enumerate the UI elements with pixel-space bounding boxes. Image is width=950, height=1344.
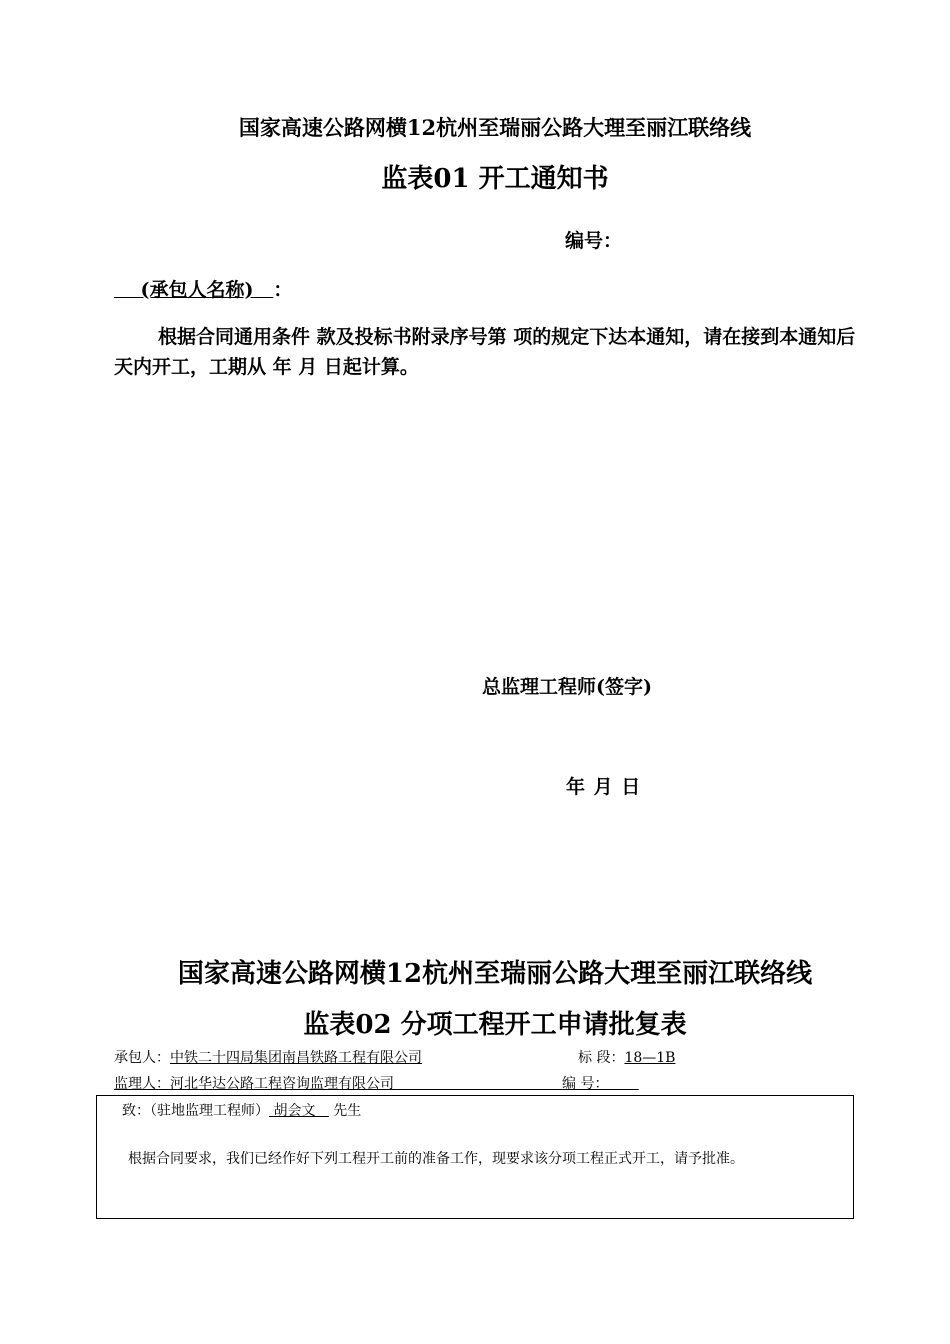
form1-number-label: 编号： <box>565 230 623 252</box>
contractor-label: 承包人： <box>114 1050 170 1066</box>
form1-contractor-line <box>114 275 292 302</box>
form2-number <box>562 1073 631 1093</box>
form1-title: 监表01 开工通知书 <box>381 164 609 194</box>
supervisor-row <box>114 1073 639 1093</box>
addressee-name: 胡会文 <box>273 1103 316 1119</box>
form2-title: 监表02 分项工程开工申请批复表 <box>303 1010 687 1040</box>
form2-project-title: 国家高速公路网横12杭州至瑞丽公路大理至丽江联络线 <box>177 959 813 989</box>
addressee-suffix: 先生 <box>333 1103 362 1119</box>
addressee-line <box>122 1100 361 1120</box>
contractor-row <box>114 1047 422 1067</box>
form1-date: 年 月 日 <box>566 776 642 798</box>
form1-project-title: 国家高速公路网横12杭州至瑞丽公路大理至丽江联络线 <box>238 115 752 140</box>
form1-paragraph-text: 根据合同通用条件 款及投标书附录序号第 项的规定下达本通知，请在接到本通知后 天内开工，工期从 年 月 日起计算。 <box>114 326 856 378</box>
form2-paragraph <box>104 1147 846 1171</box>
form1-paragraph <box>114 322 874 382</box>
form2-paragraph-text: 根据合同要求，我们已经作好下列工程开工前的准备工作，现要求该分项工程正式开工，请予批准。 <box>128 1151 744 1167</box>
contractor-value: 中铁二十四局集团南昌铁路工程有限公司 <box>170 1050 422 1066</box>
addressee-prefix: 致：（驻地监理工程师） <box>122 1103 269 1119</box>
form2-number-label: 编 号： <box>562 1076 609 1092</box>
contractor-placeholder: (承包人名称) <box>140 279 254 301</box>
contractor-suffix: ： <box>273 279 293 301</box>
lot-row <box>578 1047 675 1067</box>
lot-label: 标 段： <box>578 1050 625 1066</box>
supervisor-field: 监理人：河北华达公路工程咨询监理有限公司 <box>114 1076 394 1092</box>
lot-value: 18—1B <box>624 1050 676 1066</box>
signature-label: 总监理工程师(签字) <box>482 676 652 698</box>
